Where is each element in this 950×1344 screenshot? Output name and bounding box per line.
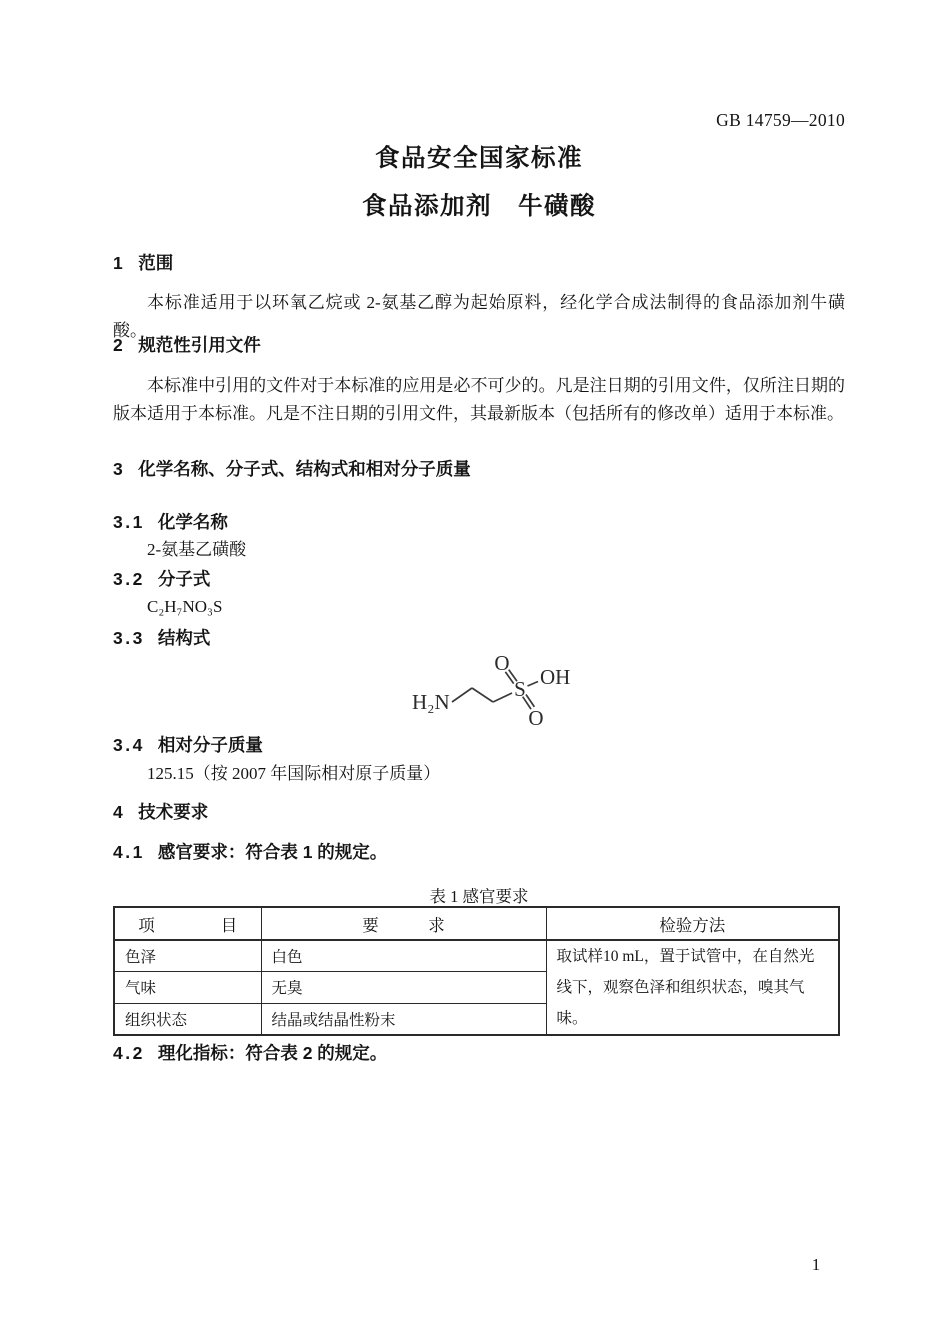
section-number: 4.1 bbox=[113, 842, 145, 862]
section-title: 结构式 bbox=[157, 628, 211, 648]
column-header-method: 检验方法 bbox=[546, 907, 839, 940]
section-number: 3 bbox=[113, 459, 126, 479]
section-title: 范围 bbox=[138, 253, 174, 273]
section-3-4-heading bbox=[113, 732, 845, 757]
section-number: 4.2 bbox=[113, 1043, 145, 1063]
section-4-1-heading bbox=[113, 839, 845, 864]
sulfur-label: S bbox=[514, 677, 526, 701]
section-title: 相对分子质量 bbox=[157, 735, 263, 755]
method-cell: 取试样10 mL，置于试管中，在自然光线下，观察色泽和组织状态，嗅其气味。 bbox=[546, 940, 839, 1035]
table-1-caption: 表 1 感官要求 bbox=[429, 887, 529, 906]
section-3-heading bbox=[113, 456, 845, 481]
table-row bbox=[114, 940, 839, 972]
section-title: 化学名称、分子式、结构式和相对分子质量 bbox=[138, 459, 471, 479]
document-title-line1: 食品安全国家标准 bbox=[375, 145, 583, 172]
item-cell: 色泽 bbox=[114, 940, 261, 972]
section-3-1-heading bbox=[113, 509, 845, 534]
bond bbox=[528, 682, 539, 687]
oxygen-bottom-label: O bbox=[528, 706, 544, 730]
molecular-formula: C₂H₇NO₃S bbox=[147, 597, 223, 616]
hydroxyl-label: OH bbox=[540, 665, 571, 689]
bond bbox=[493, 693, 512, 702]
section-number: 3.3 bbox=[113, 628, 145, 648]
requirement-cell: 白色 bbox=[261, 940, 546, 972]
standard-code: GB 14759—2010 bbox=[716, 110, 845, 130]
requirement-cell: 无臭 bbox=[261, 972, 546, 1004]
taurine-structure-diagram bbox=[399, 645, 584, 733]
section-title: 技术要求 bbox=[138, 802, 209, 822]
section-number: 3.4 bbox=[113, 735, 145, 755]
item-cell: 气味 bbox=[114, 972, 261, 1004]
column-header-requirement: 要 求 bbox=[261, 907, 546, 940]
page-number: 1 bbox=[811, 1255, 821, 1274]
oxygen-top-label: O bbox=[494, 651, 510, 675]
section-title: 感官要求：符合表 1 的规定。 bbox=[157, 842, 388, 862]
section-1-paragraph: 本标准适用于以环氧乙烷或 2-氨基乙醇为起始原料，经化学合成法制得的食品添加剂牛磺酸。 bbox=[113, 293, 845, 340]
bond bbox=[452, 688, 472, 702]
section-title: 化学名称 bbox=[157, 512, 228, 532]
section-number: 4 bbox=[113, 802, 126, 822]
molecular-weight: 125.15（按 2007 年国际相对原子质量） bbox=[147, 764, 441, 783]
section-2-heading bbox=[113, 332, 845, 357]
sensory-requirements-table bbox=[113, 906, 840, 1036]
section-4-2-heading bbox=[113, 1040, 845, 1065]
section-title: 规范性引用文件 bbox=[138, 335, 261, 355]
section-1-heading bbox=[113, 250, 845, 275]
column-header-item: 项 目 bbox=[114, 907, 261, 940]
section-3-2-heading bbox=[113, 566, 845, 591]
item-cell: 组织状态 bbox=[114, 1003, 261, 1035]
amine-label: H₂N bbox=[412, 690, 450, 714]
bond bbox=[472, 688, 493, 702]
section-number: 3.1 bbox=[113, 512, 145, 532]
section-number: 2 bbox=[113, 335, 126, 355]
section-number: 3.2 bbox=[113, 569, 145, 589]
table-header-row bbox=[114, 907, 839, 940]
chemical-name: 2-氨基乙磺酸 bbox=[147, 540, 247, 559]
section-title: 理化指标：符合表 2 的规定。 bbox=[157, 1043, 388, 1063]
section-2-paragraph: 本标准中引用的文件对于本标准的应用是必不可少的。凡是注日期的引用文件，仅所注日期的版本适用于本标准。凡是不注日期的引用文件，其最新版本（包括所有的修改单）适用于本标准。 bbox=[113, 376, 845, 423]
document-title-line2: 食品添加剂 牛磺酸 bbox=[362, 193, 596, 220]
section-4-heading bbox=[113, 799, 845, 824]
section-title: 分子式 bbox=[157, 569, 211, 589]
section-number: 1 bbox=[113, 253, 126, 273]
requirement-cell: 结晶或结晶性粉末 bbox=[261, 1003, 546, 1035]
